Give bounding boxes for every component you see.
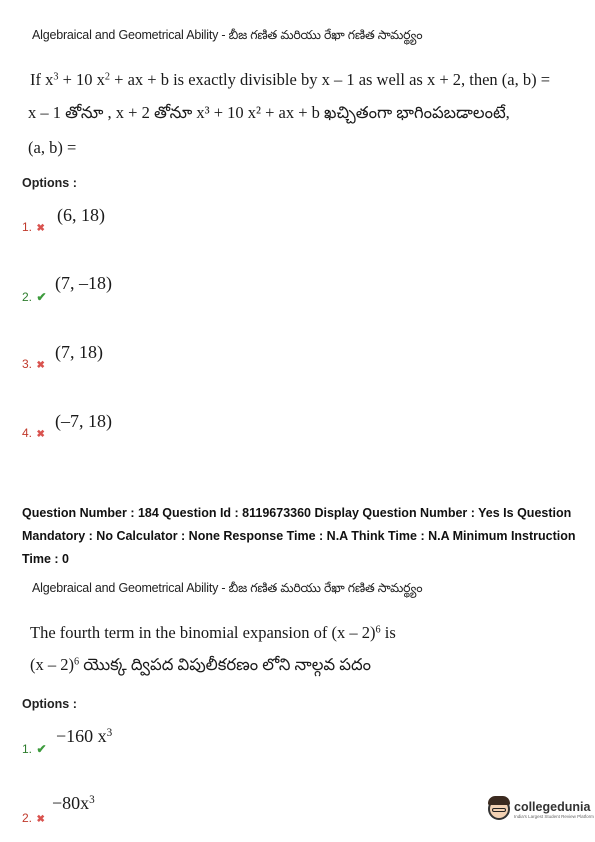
cross-icon: ✖ <box>36 223 45 234</box>
q1-option-1-value: (6, 18) <box>57 205 105 225</box>
brand-tagline: India's Largest Student Review Platform <box>514 813 594 819</box>
cross-icon: ✖ <box>36 814 45 825</box>
brand-name: collegedunia <box>514 799 591 814</box>
q2-english-text: The fourth term in the binomial expansion of (x – 2)$^6$ is <box>30 623 396 642</box>
q1-english-text: If $x^3 + 10$ $x^2$ + ax + b is exactly divisible by x – 1 as well as x + 2, then (a, b) = <box>30 70 551 89</box>
q1-option-3-value: (7, 18) <box>55 342 103 362</box>
check-icon: ✔ <box>36 742 47 756</box>
q2-telugu-text: (x – 2)$^6$ యొక్క ద్విపద విపులీకరణం లోని నాల్గవ పదం <box>30 655 371 674</box>
q1-option-4[interactable]: 4. ✖ <box>22 426 45 440</box>
q2-option-1[interactable]: 1. ✔ <box>22 742 47 756</box>
q2-option-2[interactable]: 2. ✖ <box>22 811 45 825</box>
q1-option-3[interactable]: 3. ✖ <box>22 357 45 371</box>
q2-meta: Question Number : 184 Question Id : 8119673360 Display Question Number : Yes Is Question Mandatory : No Calculator : None Response Time : N.A Think Time : N.A Minimum Instruction Time : 0 <box>22 506 576 566</box>
cross-icon: ✖ <box>36 360 45 371</box>
collegedunia-logo <box>488 798 594 820</box>
q2-options-label: Options : <box>22 697 77 711</box>
check-icon: ✔ <box>36 290 47 304</box>
cross-icon: ✖ <box>36 429 45 440</box>
q1-options-label: Options : <box>22 176 77 190</box>
mascot-icon <box>488 798 510 820</box>
q1-telugu-text: x – 1 తోనూ , x + 2 తోనూ x³ + 10 x² + ax + b ఖచ్చితంగా భాగింపబడాలంటే, <box>28 103 510 122</box>
q2-subject: Algebraical and Geometrical Ability - బీజ గణిత మరియు రేఖా గణిత సామర్థ్యం <box>32 581 423 595</box>
q1-option-2-value: (7, –18) <box>55 273 112 293</box>
q2-option-1-value: −160 $x^3$ <box>56 726 113 746</box>
q2-option-2-value: $-80x^3$ <box>52 793 95 813</box>
q1-answer-prompt: (a, b) = <box>28 138 77 157</box>
q1-option-4-value: (–7, 18) <box>55 411 112 431</box>
q1-subject: Algebraical and Geometrical Ability - బీజ గణిత మరియు రేఖా గణిత సామర్థ్యం <box>32 28 423 42</box>
q1-option-2[interactable]: 2. ✔ <box>22 290 47 304</box>
q1-option-1[interactable]: 1. ✖ <box>22 220 45 234</box>
